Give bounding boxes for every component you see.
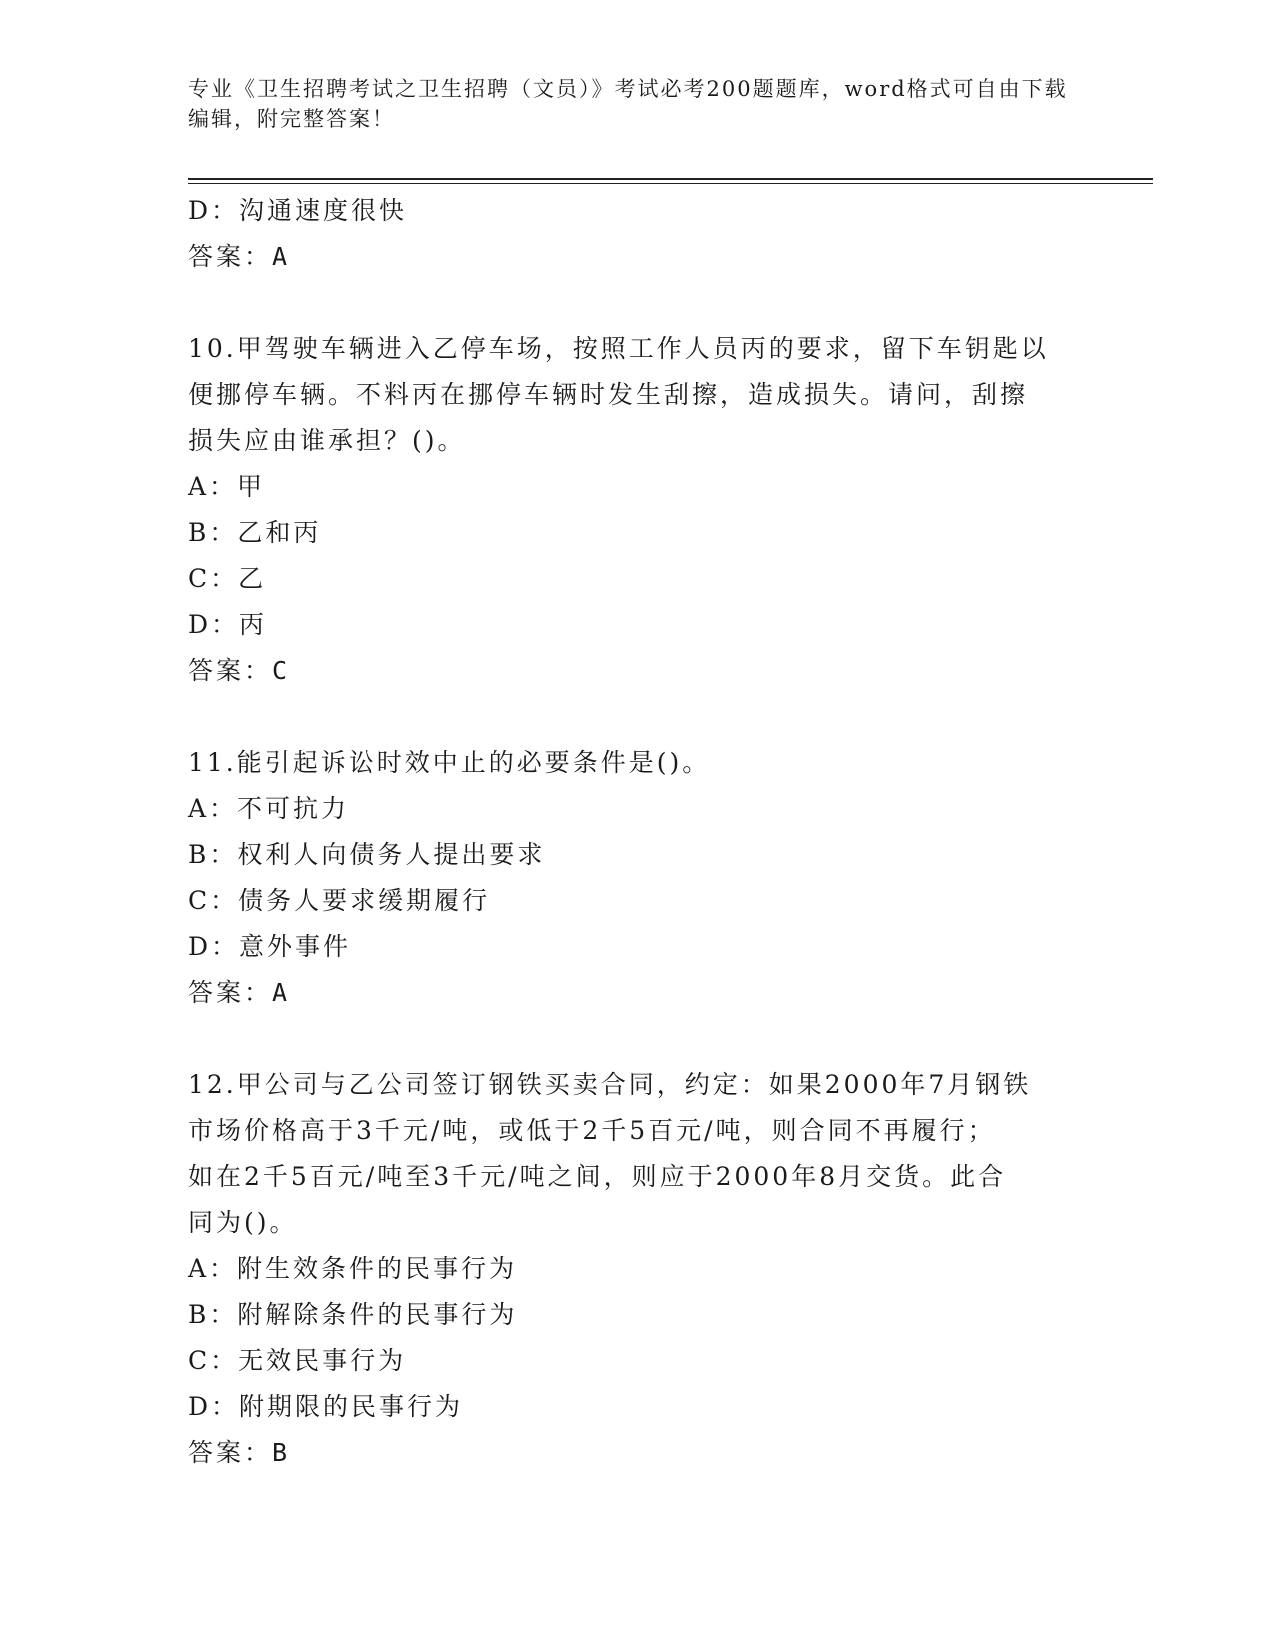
spacer — [188, 280, 1088, 326]
answer-label: 答案： — [188, 656, 273, 685]
header-divider-thick — [188, 178, 1153, 180]
question-block — [188, 1062, 1088, 1476]
option-c: C：债务人要求缓期履行 — [188, 886, 491, 915]
spacer — [188, 1016, 1088, 1062]
answer-line — [188, 234, 1088, 280]
option-b: B：附解除条件的民事行为 — [188, 1300, 518, 1329]
spacer — [188, 694, 1088, 740]
answer-label: 答案： — [188, 1438, 273, 1467]
answer-line — [188, 970, 1088, 1016]
option-c: C：无效民事行为 — [188, 1346, 407, 1375]
question-text-line: 10.甲驾驶车辆进入乙停车场，按照工作人员丙的要求，留下车钥匙以 — [188, 334, 1049, 363]
answer-label: 答案： — [188, 242, 273, 271]
question-block — [188, 740, 1088, 1016]
option-d: D：沟通速度很快 — [188, 196, 408, 225]
question-text-line: 如在2千5百元/吨至3千元/吨之间，则应于2000年8月交货。此合 — [188, 1162, 1007, 1191]
document-header: 专业《卫生招聘考试之卫生招聘（文员）》考试必考200题题库，word格式可自由下载编辑，附完整答案！ — [188, 77, 1068, 131]
question-text-line: 便挪停车辆。不料丙在挪停车辆时发生刮擦，造成损失。请问，刮擦 — [188, 380, 1029, 409]
option-d: D：附期限的民事行为 — [188, 1392, 464, 1421]
question-list — [188, 188, 1088, 1476]
answer-line — [188, 648, 1088, 694]
option-d: D：意外事件 — [188, 932, 352, 961]
option-c: C：乙 — [188, 564, 267, 593]
answer-value: A — [272, 242, 291, 271]
question-text-line: 11.能引起诉讼时效中止的必要条件是()。 — [188, 748, 711, 777]
option-a: A：甲 — [188, 472, 266, 501]
answer-label: 答案： — [188, 978, 273, 1007]
answer-line — [188, 1430, 1088, 1476]
option-d: D：丙 — [188, 610, 268, 639]
option-b: B：乙和丙 — [188, 518, 322, 547]
answer-value: B — [272, 1438, 291, 1467]
question-text-line: 市场价格高于3千元/吨，或低于2千5百元/吨，则合同不再履行； — [188, 1116, 996, 1145]
question-text-line: 损失应由谁承担？()。 — [188, 426, 466, 455]
option-a: A：附生效条件的民事行为 — [188, 1254, 518, 1283]
header-divider-thin — [188, 183, 1153, 184]
question-text-line: 同为()。 — [188, 1208, 298, 1237]
answer-value: C — [272, 656, 291, 685]
option-a: A：不可抗力 — [188, 794, 350, 823]
question-text-line: 12.甲公司与乙公司签订钢铁买卖合同，约定：如果2000年7月钢铁 — [188, 1070, 1032, 1099]
answer-value: A — [272, 978, 291, 1007]
option-b: B：权利人向债务人提出要求 — [188, 840, 546, 869]
question-block — [188, 326, 1088, 694]
